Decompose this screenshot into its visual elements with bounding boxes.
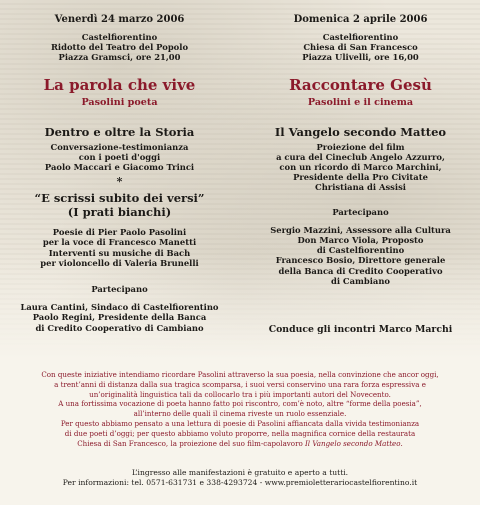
film-title: Il Vangelo secondo Matteo [305, 438, 401, 448]
event-venue [243, 32, 478, 63]
intro-line: all’interno delle quali il cinema riveste un ruolo essenziale. [133, 409, 347, 419]
participant: Sergio Mazzini, Assessore alla Cultura [270, 224, 451, 235]
intro-line: A una fortissima vocazione di poeta hanno fatto poi riscontro, com’è noto, altre “forme della poesia”, [58, 399, 422, 409]
event-subtitle: Pasolini e il cinema [307, 96, 414, 108]
section-title [2, 191, 237, 219]
intro-text: . [400, 438, 403, 448]
text-line: Poesie di Pier Paolo Pasolini [52, 227, 187, 238]
text-line: per violoncello di Valeria Brunelli [40, 257, 199, 268]
event-date: Venerdì 24 marzo 2006 [54, 14, 185, 25]
left-column [2, 0, 237, 333]
text-line: Conversazione-testimonianza [50, 141, 189, 152]
text-line: a cura del Cineclub Angelo Azzurro, [276, 151, 445, 162]
participant: della Banca di Credito Cooperativo [278, 265, 443, 276]
intro-paragraph [0, 370, 480, 448]
section-title: Dentro e oltre la Storia [44, 124, 195, 139]
venue-line: Castelfiorentino [81, 32, 158, 42]
text-line: con i poeti d'oggi [78, 151, 161, 162]
section-text [2, 227, 237, 268]
text-line: Proiezione del film [316, 141, 405, 152]
host-note: Conduce gli incontri Marco Marchi [268, 324, 453, 336]
title-line: “E scrissi subito dei versi” [34, 191, 205, 206]
participant: Francesco Bosio, Direttore generale [275, 255, 446, 266]
intro-line: di due poeti d’oggi; per questo abbiamo voluto proporre, nella magnifica cornice della restaurata [64, 428, 416, 438]
venue-line: Ridotto del Teatro del Popolo [50, 42, 189, 53]
text-line: Paolo Maccari e Giacomo Trinci [44, 162, 195, 173]
text-line: con un ricordo di Marco Marchini, [279, 162, 442, 173]
venue-line: Piazza Gramsci, ore 21,00 [58, 52, 181, 63]
separator-star: * [116, 175, 123, 189]
venue-line: Castelfiorentino [322, 32, 399, 42]
event-date: Domenica 2 aprile 2006 [293, 14, 428, 25]
intro-line: Con queste iniziative intendiamo ricordare Pasolini attraverso la sua poesia, nella convinzione che ancor oggi, [41, 370, 439, 379]
participant: Don Marco Viola, Proposto [297, 235, 424, 246]
event-title: La parola che vive [43, 75, 196, 94]
intro-line [0, 439, 480, 449]
venue-line: Piazza Ulivelli, ore 16,00 [302, 52, 419, 63]
right-column [243, 0, 478, 335]
contact-info: Per informazioni: tel. 0571-631731 e 338-4293724 - www.premioletterariocastelfiorentino.it [62, 478, 418, 488]
section-text [2, 142, 237, 173]
participants-list [243, 225, 478, 286]
text-line: Presidente della Pro Civitate [293, 172, 428, 183]
intro-line: un’originalità linguistica tali da collocarlo tra i più importanti autori del Novecento. [89, 389, 391, 399]
participants-label: Partecipano [332, 206, 389, 217]
entry-note: L’ingresso alle manifestazioni è gratuito e aperto a tutti. [131, 468, 349, 477]
text-line: Christiana di Assisi [315, 182, 406, 193]
participant: di Credito Cooperativo di Cambiano [35, 322, 204, 333]
participant: Laura Cantini, Sindaco di Castelfiorentino [20, 302, 219, 313]
participant: Paolo Regini, Presidente della Banca [32, 312, 207, 323]
footer [0, 468, 480, 488]
text-line: per la voce di Francesco Manetti [42, 237, 197, 248]
section-title: Il Vangelo secondo Matteo [274, 124, 447, 139]
event-title: Raccontare Gesù [289, 75, 432, 94]
event-subtitle: Pasolini poeta [81, 96, 158, 108]
participant: di Cambiano [330, 275, 391, 286]
title-line: (I prati bianchi) [67, 205, 172, 220]
text-line: Interventi su musiche di Bach [48, 247, 191, 258]
intro-line: a trent’anni di distanza dalla sua tragica scomparsa, i suoi versi conservino una rara forza espressiva e [54, 379, 426, 389]
section-text [243, 142, 478, 193]
participants-list [2, 302, 237, 333]
participants-label: Partecipano [91, 284, 148, 295]
intro-line: Per questo abbiamo pensato a una lettura di poesie di Pasolini affiancata dalla vivida testimonianza [60, 418, 420, 428]
venue-line: Chiesa di San Francesco [303, 42, 418, 53]
event-venue [2, 32, 237, 63]
participant: di Castelfiorentino [316, 245, 405, 256]
intro-text: Chiesa di San Francesco, la proiezione del suo film-capolavoro [77, 438, 305, 448]
